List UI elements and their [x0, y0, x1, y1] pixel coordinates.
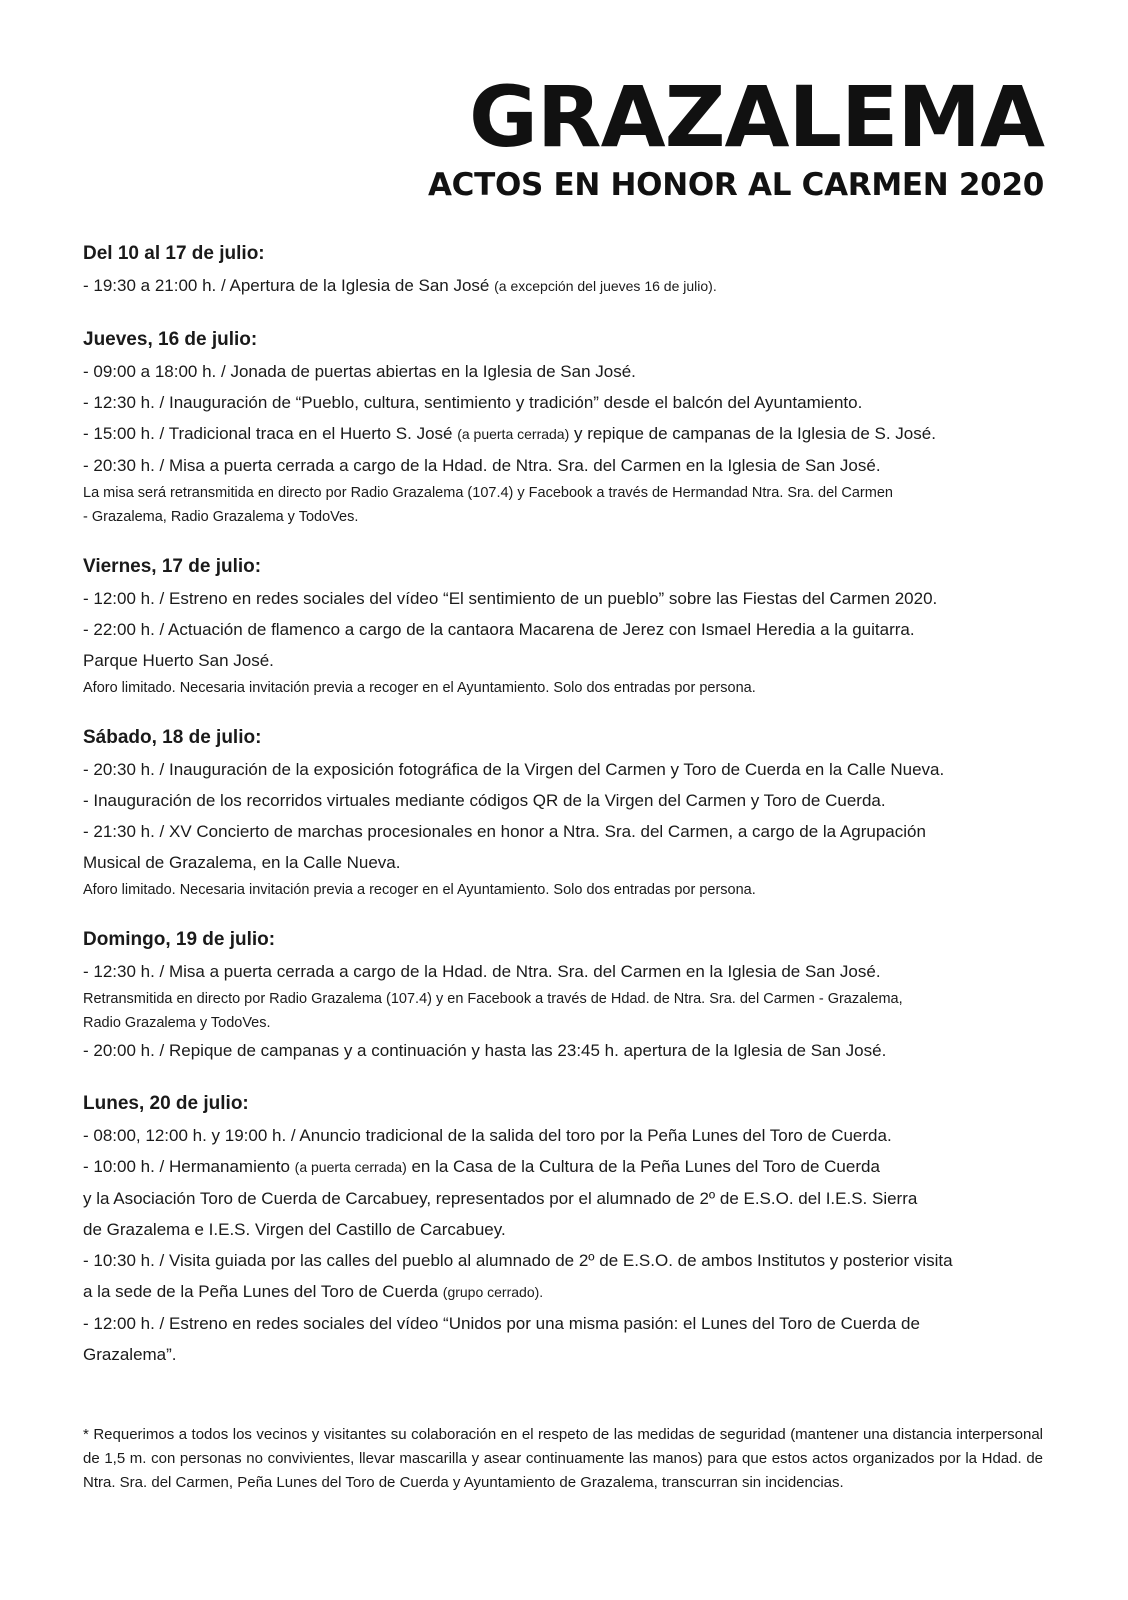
schedule — [83, 238, 1063, 1392]
schedule-line — [83, 583, 1063, 614]
schedule-line-text: - 20:00 h. / Repique de campanas y a continuación y hasta las 23:45 h. apertura de la Iglesia de San José. — [83, 1041, 887, 1060]
schedule-line — [83, 418, 1063, 450]
schedule-line — [83, 1245, 1063, 1276]
page-header — [427, 68, 1044, 204]
schedule-line-aside: (a puerta cerrada) — [457, 426, 570, 442]
schedule-line — [83, 645, 1063, 676]
schedule-day — [83, 722, 1063, 902]
schedule-line-text: - 12:00 h. / Estreno en redes sociales del vídeo “Unidos por una misma pasión: el Lunes del Toro de Cuerda de — [83, 1314, 920, 1333]
schedule-line-text: - 20:30 h. / Misa a puerta cerrada a cargo de la Hdad. de Ntra. Sra. del Carmen en la Iglesia de San José. — [83, 456, 881, 475]
schedule-line-text: - Inauguración de los recorridos virtuales mediante códigos QR de la Virgen del Carmen y Toro de Cuerda. — [83, 791, 886, 810]
schedule-line-text: - 19:30 a 21:00 h. / Apertura de la Iglesia de San José — [83, 276, 495, 295]
note-line: La misa será retransmitida en directo por Radio Grazalema (107.4) y Facebook a través de Hermandad Ntra. Sra. del Carmen — [83, 485, 893, 501]
schedule-line-text: - 10:30 h. / Visita guiada por las calles del pueblo al alumnado de 2º de E.S.O. de ambos Institutos y posterior visita — [83, 1251, 953, 1270]
note-line: Retransmitida en directo por Radio Grazalema (107.4) y en Facebook a través de Hdad. de Ntra. Sra. del Carmen - Grazalema, — [83, 991, 903, 1007]
day-note — [83, 481, 1063, 529]
schedule-line — [83, 1035, 1063, 1066]
schedule-day — [83, 924, 1063, 1066]
schedule-day — [83, 324, 1063, 529]
schedule-line — [83, 450, 1063, 481]
note-line: Radio Grazalema y TodoVes. — [83, 1015, 271, 1031]
schedule-line — [83, 270, 1063, 302]
schedule-day — [83, 551, 1063, 700]
day-heading: Sábado, 18 de julio: — [83, 727, 262, 748]
day-note — [83, 878, 1063, 902]
day-heading: Domingo, 19 de julio: — [83, 929, 276, 950]
schedule-line-text: - 10:00 h. / Hermanamiento — [83, 1157, 295, 1176]
page-subtitle: ACTOS EN HONOR AL CARMEN 2020 — [427, 167, 1044, 203]
schedule-line-aside: (a puerta cerrada) — [294, 1159, 407, 1175]
day-heading: Lunes, 20 de julio: — [83, 1093, 249, 1114]
note-line: - Grazalema, Radio Grazalema y TodoVes. — [83, 509, 359, 525]
schedule-line — [83, 1339, 1063, 1370]
schedule-line — [83, 816, 1063, 847]
schedule-line-text: - 12:00 h. / Estreno en redes sociales del vídeo “El sentimiento de un pueblo” sobre las Fiestas del Carmen 2020. — [83, 589, 938, 608]
schedule-line — [83, 387, 1063, 418]
note-line: Aforo limitado. Necesaria invitación previa a recoger en el Ayuntamiento. Solo dos entradas por persona. — [83, 680, 756, 696]
schedule-line-text: - 08:00, 12:00 h. y 19:00 h. / Anuncio tradicional de la salida del toro por la Peña Lunes del Toro de Cuerda. — [83, 1126, 892, 1145]
schedule-line-text: - 12:30 h. / Inauguración de “Pueblo, cultura, sentimiento y tradición” desde el balcón del Ayuntamiento. — [83, 393, 863, 412]
schedule-line-text: a la sede de la Peña Lunes del Toro de Cuerda — [83, 1282, 443, 1301]
schedule-day — [83, 238, 1063, 302]
schedule-line — [83, 1183, 1063, 1214]
schedule-line-continuation: y repique de campanas de la Iglesia de S. José. — [569, 424, 936, 443]
schedule-line-text: de Grazalema e I.E.S. Virgen del Castillo de Carcabuey. — [83, 1220, 506, 1239]
schedule-line — [83, 614, 1063, 645]
schedule-line-text: Musical de Grazalema, en la Calle Nueva. — [83, 853, 401, 872]
schedule-line — [83, 1151, 1063, 1183]
schedule-line-text: - 15:00 h. / Tradicional traca en el Huerto S. José — [83, 424, 458, 443]
schedule-line-text: y la Asociación Toro de Cuerda de Carcabuey, representados por el alumnado de 2º de E.S.O. del I.E.S. Sierra — [83, 1189, 918, 1208]
schedule-line-aside: (grupo cerrado). — [442, 1284, 544, 1300]
day-heading: Del 10 al 17 de julio: — [83, 243, 265, 264]
schedule-line — [83, 356, 1063, 387]
schedule-line-text: Parque Huerto San José. — [83, 651, 274, 670]
schedule-line-text: - 09:00 a 18:00 h. / Jonada de puertas abiertas en la Iglesia de San José. — [83, 362, 636, 381]
schedule-line-text: Grazalema”. — [83, 1345, 177, 1364]
schedule-line — [83, 1276, 1063, 1308]
schedule-day — [83, 1088, 1063, 1370]
schedule-line — [83, 754, 1063, 785]
day-heading: Viernes, 17 de julio: — [83, 556, 262, 577]
schedule-line-text: - 20:30 h. / Inauguración de la exposición fotográfica de la Virgen del Carmen y Toro de Cuerda en la Calle Nueva. — [83, 760, 945, 779]
schedule-line — [83, 785, 1063, 816]
schedule-line — [83, 1120, 1063, 1151]
schedule-line — [83, 1214, 1063, 1245]
schedule-line — [83, 847, 1063, 878]
schedule-line-text: - 12:30 h. / Misa a puerta cerrada a cargo de la Hdad. de Ntra. Sra. del Carmen en la Iglesia de San José. — [83, 962, 881, 981]
schedule-line-text: - 21:30 h. / XV Concierto de marchas procesionales en honor a Ntra. Sra. del Carmen, a cargo de la Agrupación — [83, 822, 926, 841]
day-heading: Jueves, 16 de julio: — [83, 329, 258, 350]
page-title: GRAZALEMA — [468, 68, 1044, 166]
footnote: * Requerimos a todos los vecinos y visitantes su colaboración en el respeto de las medidas de seguridad (mantener una distancia interpersonal de 1,5 m. con personas no convivientes, llevar mascarilla y asear continuamente las manos) para que estos actos organizados por la Hdad. de Ntra. Sra. del Carmen, Peña Lunes del Toro de Cuerda y Ayuntamiento de Grazalema, transcurran sin incidencias. — [83, 1426, 1043, 1491]
day-note — [83, 987, 1063, 1035]
note-line: Aforo limitado. Necesaria invitación previa a recoger en el Ayuntamiento. Solo dos entradas por persona. — [83, 882, 756, 898]
schedule-line — [83, 956, 1063, 987]
day-note — [83, 676, 1063, 700]
schedule-line-continuation: en la Casa de la Cultura de la Peña Lunes del Toro de Cuerda — [406, 1157, 880, 1176]
schedule-line-aside: (a excepción del jueves 16 de julio). — [494, 278, 717, 294]
schedule-line — [83, 1308, 1063, 1339]
schedule-line-text: - 22:00 h. / Actuación de flamenco a cargo de la cantaora Macarena de Jerez con Ismael Heredia a la guitarra. — [83, 620, 915, 639]
